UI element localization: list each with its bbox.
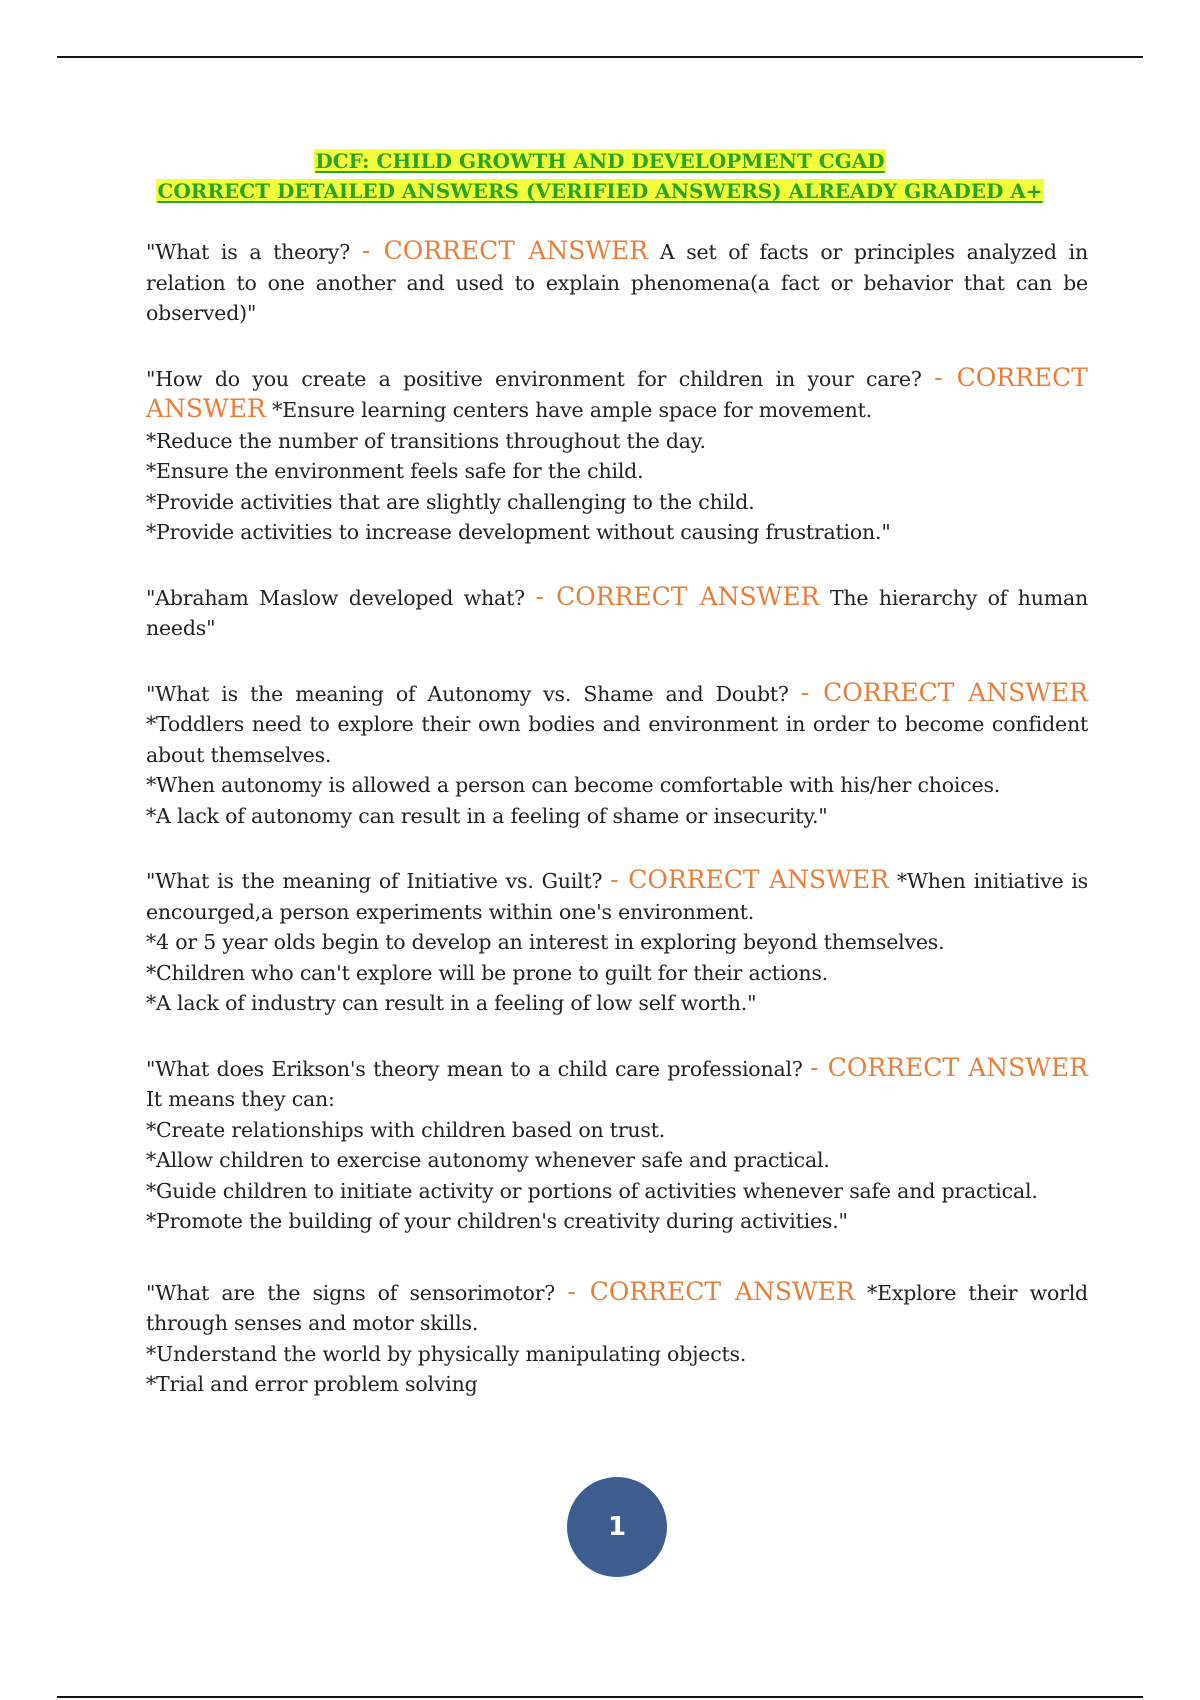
answer-bullet: *Understand the world by physically manipulating objects. [146,1341,747,1366]
document-header [0,146,1200,206]
answer-bullet: *Provide activities that are slightly challenging to the child. [146,489,755,514]
answer-label: - CORRECT ANSWER [535,581,820,611]
qa-item [146,678,1088,832]
page-number-badge [567,1477,667,1577]
answer-bullet: *Promote the building of your children's creativity during activities." [146,1209,848,1233]
answer-text: *When initiative is encourged,a person experiments within one's environment. [146,869,1089,924]
question-text: "What does Erikson's theory mean to a child care professional? [146,1056,803,1081]
answer-bullet: *Children who can't explore will be prone to guilt for their actions. [146,960,828,985]
answer-text: The hierarchy of human needs" [146,585,1088,640]
bottom-rule [57,1696,1143,1698]
qa-item [146,1277,1088,1400]
question-text: "Abraham Maslow developed what? [146,585,525,610]
header-title: DCF: CHILD GROWTH AND DEVELOPMENT CGAD [315,149,885,173]
answer-label: - CORRECT ANSWER [361,236,649,265]
question-text: "What is a theory? [146,240,350,264]
question-text: "What is the meaning of Autonomy vs. Shame and Doubt? [146,681,789,706]
answer-bullet: *Allow children to exercise autonomy whenever safe and practical. [146,1148,830,1172]
answer-text: *Toddlers need to explore their own bodies and environment in order to become confident about themselves. [146,712,1088,767]
qa-item [146,865,1088,1019]
answer-text: A set of facts or principles analyzed in relation to one another and used to explain phenomena(a fact or behavior that can be observed)" [146,240,1088,325]
answer-label: - CORRECT ANSWER [567,1276,855,1306]
answer-bullet: *When autonomy is allowed a person can become comfortable with his/her choices. [146,773,1001,797]
answer-bullet: *Reduce the number of transitions throughout the day. [146,428,706,453]
answer-bullet: *A lack of autonomy can result in a feeling of shame or insecurity." [146,803,828,828]
answer-bullet: *Create relationships with children based on trust. [146,1117,666,1142]
qa-item [146,236,1088,329]
top-rule [57,56,1143,58]
question-text: "What are the signs of sensorimotor? [146,1280,556,1305]
answer-text: It means they can: [146,1087,335,1111]
answer-label: - CORRECT ANSWER [810,1052,1088,1082]
qa-item [146,363,1088,548]
answer-bullet: *Trial and error problem solving [146,1372,478,1396]
answer-text: *Ensure learning centers have ample space for movement. [272,398,872,422]
answer-label: - CORRECT ANSWER [146,362,1088,423]
question-text: "What is the meaning of Initiative vs. Guilt? [146,869,603,893]
answer-bullet: *A lack of industry can result in a feeling of low self worth." [146,991,757,1015]
answer-text: *Explore their world through senses and motor skills. [146,1280,1088,1335]
answer-label: - CORRECT ANSWER [610,865,889,894]
header-subtitle: CORRECT DETAILED ANSWERS (VERIFIED ANSWERS) ALREADY GRADED A+ [157,179,1043,203]
answer-bullet: *Ensure the environment feels safe for the child. [146,459,644,483]
page-number: 1 [607,1512,627,1542]
qa-list [146,236,1088,1434]
answer-bullet: *4 or 5 year olds begin to develop an interest in exploring beyond themselves. [146,930,945,954]
qa-item [146,1053,1088,1237]
answer-bullet: *Guide children to initiate activity or portions of activities whenever safe and practical. [146,1178,1038,1203]
qa-item [146,582,1088,644]
answer-label: - CORRECT ANSWER [800,677,1088,707]
answer-bullet: *Provide activities to increase development without causing frustration." [146,520,891,544]
question-text: "How do you create a positive environment for children in your care? [146,366,922,391]
